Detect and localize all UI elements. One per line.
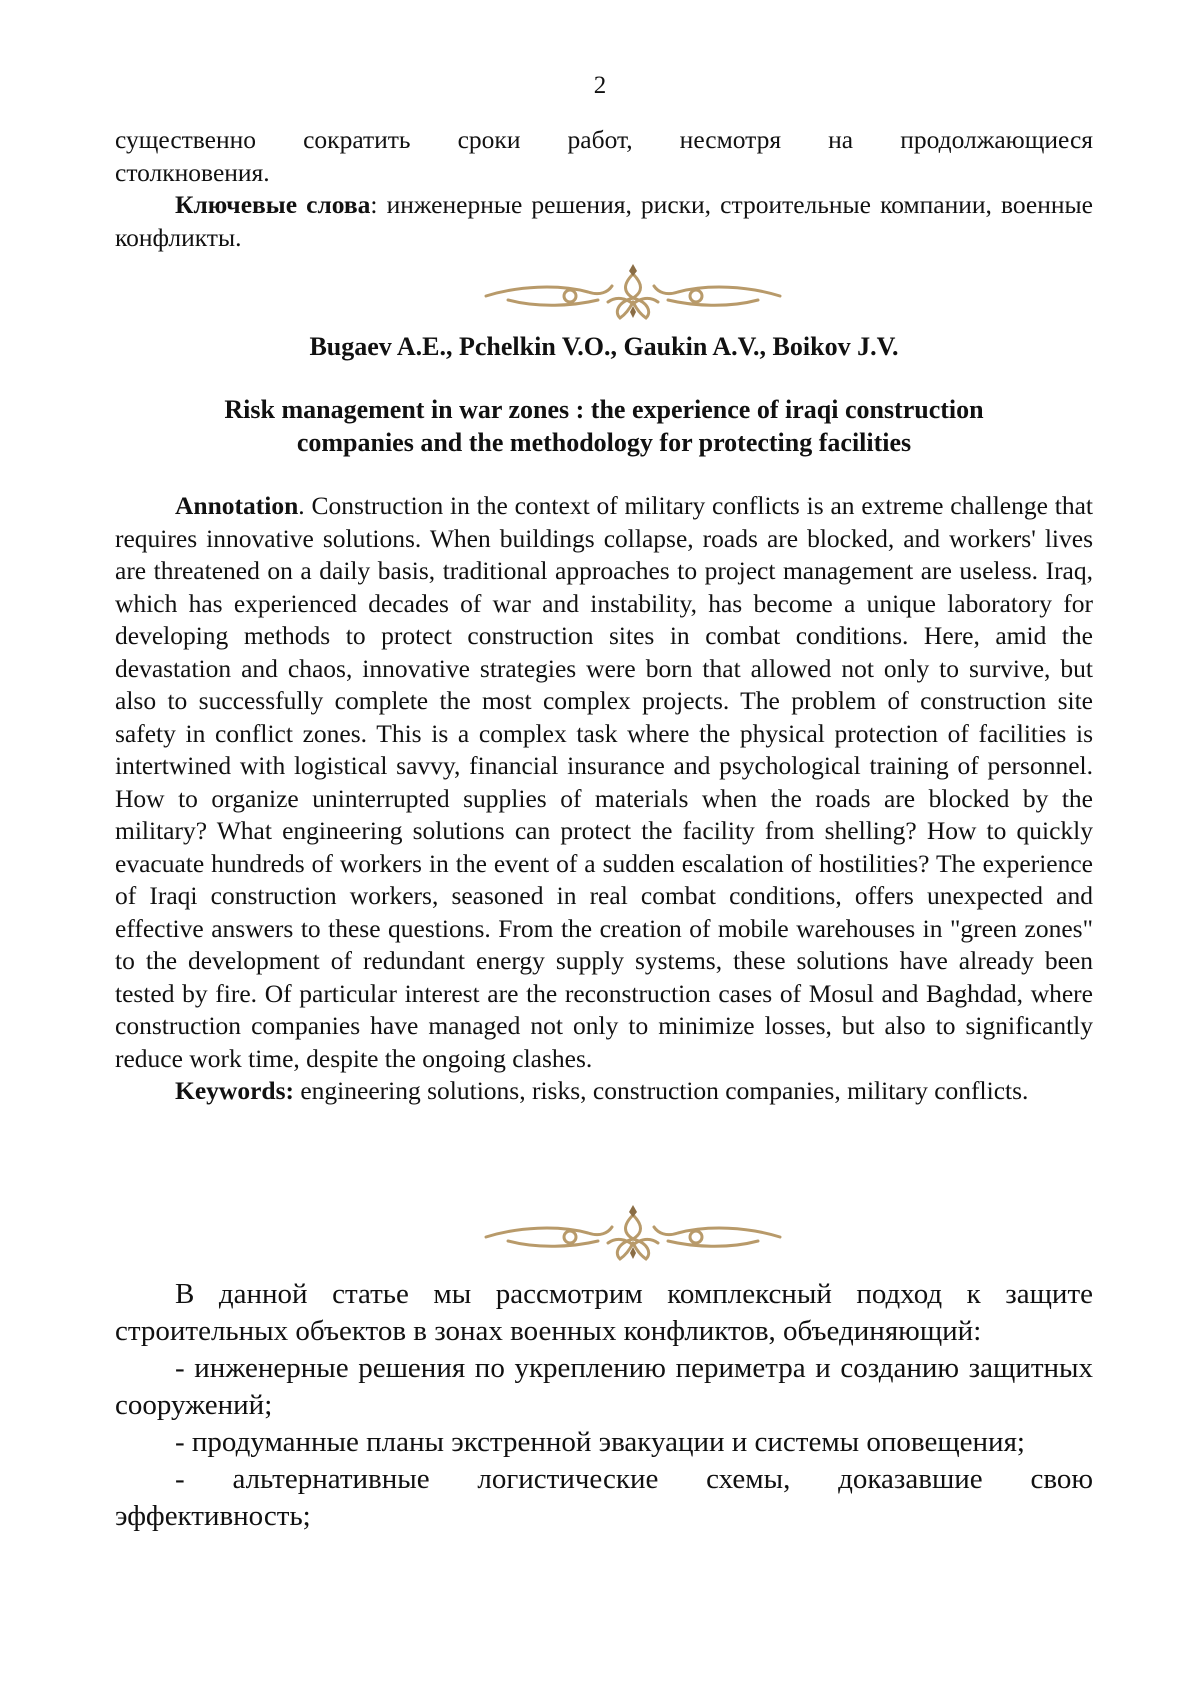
ornamental-divider-icon bbox=[478, 262, 788, 326]
annotation-paragraph bbox=[115, 490, 1093, 1075]
title-line: Risk management in war zones : the experience of iraqi construction bbox=[224, 395, 984, 424]
annotation-text: . Construction in the context of military conflicts is an extreme challenge that requires innovative solutions. When buildings collapse, roads are blocked, and workers' lives are threatened on a daily basis, traditional approaches to project management are useless. Iraq, which has experienced decades of war and instability, has become a unique laboratory for developing methods to protect construction sites in combat conditions. Here, amid the devastation and chaos, innovative strategies were born that allowed not only to survive, but also to successfully complete the most complex projects. The problem of construction site safety in conflict zones. This is a complex task where the physical protection of facilities is intertwined with logistical savvy, financial insurance and psychological training of personnel. How to organize uninterrupted supplies of materials when the roads are blocked by the military? What engineering solutions can protect the facility from shelling? How to quickly evacuate hundreds of workers in the event of a sudden escalation of hostilities? The experience of Iraqi construction workers, seasoned in real combat conditions, offers unexpected and effective answers to these questions. From the creation of mobile warehouses in "green zones" to the development of redundant energy supply systems, these solutions have already been tested by fire. Of particular interest are the reconstruction cases of Mosul and Baghdad, where construction companies have managed not only to minimize losses, but also to significantly reduce work time, despite the ongoing clashes. bbox=[115, 491, 1093, 1073]
en-article-header bbox=[115, 330, 1093, 363]
ru-keywords bbox=[115, 189, 1093, 254]
en-article-title bbox=[115, 393, 1093, 459]
page-number: 2 bbox=[593, 72, 607, 99]
ru-abstract-line: существенно сократить сроки работ, несмотря на продолжающиеся bbox=[115, 125, 1093, 154]
main-text bbox=[115, 1276, 1093, 1535]
ru-keywords-text: : инженерные решения, риски, строительные компании, военные конфликты. bbox=[115, 190, 1093, 252]
ornamental-divider-icon bbox=[478, 1203, 788, 1267]
en-keywords bbox=[115, 1075, 1093, 1108]
title-line: companies and the methodology for protecting facilities bbox=[296, 428, 912, 457]
authors: Bugaev A.E., Pchelkin V.O., Gaukin A.V., Boikov J.V. bbox=[309, 332, 899, 361]
list-item: - альтернативные логистические схемы, доказавшие свою эффективность; bbox=[115, 1463, 1093, 1532]
annotation-label: Annotation bbox=[175, 491, 299, 520]
en-keywords-label: Keywords: bbox=[175, 1076, 294, 1105]
list-item: - продуманные планы экстренной эвакуации и системы оповещения; bbox=[175, 1426, 1025, 1458]
ru-keywords-label: Ключевые слова bbox=[175, 190, 371, 219]
en-annotation bbox=[115, 490, 1093, 1108]
ru-abstract-line: столкновения. bbox=[115, 157, 270, 187]
en-keywords-text: engineering solutions, risks, construction companies, military conflicts. bbox=[293, 1076, 1029, 1105]
ru-abstract-end bbox=[115, 124, 1093, 254]
intro-paragraph: В данной статье мы рассмотрим комплексный подход к защите строительных объектов в зонах военных конфликтов, объединяющий: bbox=[115, 1278, 1093, 1347]
list-item: - инженерные решения по укреплению периметра и созданию защитных сооружений; bbox=[115, 1352, 1093, 1421]
